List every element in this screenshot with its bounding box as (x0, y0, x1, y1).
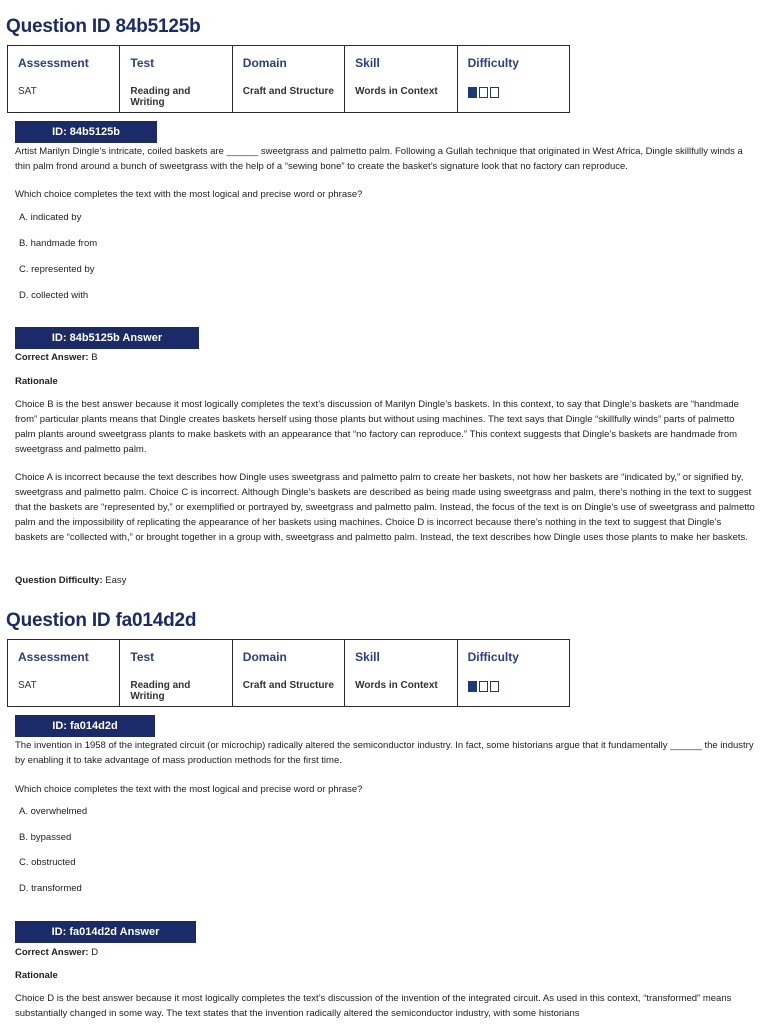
meta-cell-difficulty (457, 640, 569, 707)
question-title: Question ID fa014d2d (6, 610, 197, 631)
answer-id-bar: ID: fa014d2d Answer (15, 921, 196, 943)
meta-cell-domain (232, 640, 344, 707)
correct-answer-label: Correct Answer: (15, 352, 89, 363)
meta-value-test: Reading and Writing (130, 86, 191, 108)
difficulty-box (490, 681, 499, 692)
meta-header-difficulty: Difficulty (467, 56, 519, 70)
rationale-paragraph: Choice D is the best answer because it most logically completes the text’s discussion of the invention of the integrated circuit. As used in this context, “transformed” means substantially changed in some way. The text states that the invention radically altered the semiconductor industry, with some historians (15, 993, 732, 1019)
meta-header-skill: Skill (355, 650, 380, 664)
meta-header-assessment: Assessment (18, 56, 89, 70)
rationale-paragraph: Choice B is the best answer because it most logically completes the text’s discussion of Marilyn Dingle’s baskets. In this context, to say that Dingle’s baskets are “handmade from” particular plants means that Dingle creates baskets herself using those plants but without using machines. The text says that Dingle “skillfully winds” parts of palmetto palm plants around sweetgrass plants to make baskets with an appearance that “no factory can reproduce.” This context suggests that Dingle’s baskets are handmade from sweetgrass and palmetto palm. (15, 399, 739, 455)
rationale-heading (15, 376, 58, 387)
answer-option-c: C. represented by (19, 264, 95, 275)
meta-header-domain: Domain (242, 650, 287, 664)
question-passage: The invention in 1958 of the integrated circuit (or microchip) radically altered the semiconductor industry. In fact, some historians argue that it fundamentally ______ the industry by enabling it to take advantage of mass production methods for the first time. (15, 740, 754, 766)
meta-cell-assessment (8, 640, 120, 707)
rationale-paragraph: Choice A is incorrect because the text describes how Dingle uses sweetgrass and palmetto palm to create her baskets, not how her baskets are “indicated by,” or signified by, sweetgrass and palmetto palm. Choice C is incorrect. Although Dingle’s baskets are described as being made using sweetgrass and palm, there’s nothing in the text to suggest that the baskets are “represented by,” or exemplified or portrayed by, sweetgrass and palmetto palm. Instead, the focus of the text is on Dingle’s use of sweetgrass and palmetto palm and the impossibility of replicating the appearance of her baskets using machines. Choice D is incorrect because there’s nothing in the text to suggest that Dingle’s baskets are “collected with,” or brought together in a group with, sweetgrass and palmetto palm. Instead, the text describes how Dingle uses those plants to make her baskets. (15, 472, 755, 543)
question-prompt: Which choice completes the text with the most logical and precise word or phrase? (15, 189, 363, 200)
answer-option-d: D. transformed (19, 883, 82, 894)
meta-value-skill: Words in Context (355, 680, 438, 691)
question-title: Question ID 84b5125b (6, 16, 201, 37)
correct-answer (15, 947, 98, 958)
question-prompt: Which choice completes the text with the most logical and precise word or phrase? (15, 784, 363, 795)
meta-value-test: Reading and Writing (130, 680, 191, 702)
difficulty-indicator (468, 87, 559, 98)
difficulty-box (479, 87, 488, 98)
correct-answer-value: D (91, 947, 99, 958)
question-difficulty-label: Question Difficulty: (15, 575, 103, 586)
difficulty-box (468, 87, 477, 98)
question-difficulty (15, 575, 126, 586)
meta-header-test: Test (130, 650, 155, 664)
meta-cell-test (120, 640, 232, 707)
question-difficulty-value: Easy (105, 575, 127, 586)
meta-cell-assessment (8, 46, 120, 113)
meta-cell-difficulty (457, 46, 569, 113)
answer-option-d: D. collected with (19, 290, 89, 301)
meta-cell-skill (345, 640, 457, 707)
rationale-label: Rationale (15, 376, 58, 387)
meta-value-skill: Words in Context (355, 86, 438, 97)
answer-id-bar: ID: 84b5125b Answer (15, 327, 199, 349)
difficulty-box (479, 681, 488, 692)
meta-cell-domain (232, 46, 344, 113)
rationale-heading (15, 970, 58, 981)
meta-value-assessment: SAT (18, 86, 37, 97)
question-meta-table (7, 639, 570, 707)
correct-answer-value: B (91, 352, 98, 363)
answer-option-a: A. indicated by (19, 212, 82, 223)
meta-value-assessment: SAT (18, 680, 37, 691)
meta-header-difficulty: Difficulty (467, 650, 519, 664)
meta-cell-test (120, 46, 232, 113)
difficulty-box (490, 87, 499, 98)
meta-value-domain: Craft and Structure (242, 680, 334, 691)
question-id-bar: ID: fa014d2d (15, 715, 155, 737)
meta-header-domain: Domain (242, 56, 287, 70)
answer-option-a: A. overwhelmed (19, 806, 88, 817)
meta-header-skill: Skill (355, 56, 380, 70)
meta-value-domain: Craft and Structure (242, 86, 334, 97)
rationale-label: Rationale (15, 970, 58, 981)
answer-option-c: C. obstructed (19, 857, 76, 868)
meta-header-test: Test (130, 56, 155, 70)
correct-answer (15, 352, 98, 363)
meta-cell-skill (345, 46, 457, 113)
correct-answer-label: Correct Answer: (15, 947, 89, 958)
question-meta-table (7, 45, 570, 113)
difficulty-box (468, 681, 477, 692)
meta-header-assessment: Assessment (18, 650, 89, 664)
answer-option-b: B. handmade from (19, 238, 98, 249)
question-id-bar: ID: 84b5125b (15, 121, 157, 143)
difficulty-indicator (468, 681, 559, 692)
question-passage: Artist Marilyn Dingle’s intricate, coiled baskets are ______ sweetgrass and palmetto palm. Following a Gullah technique that originated in West Africa, Dingle skillfully winds a thin palm frond around a bunch of sweetgrass with the help of a “sewing bone” to create the basket’s signature look that no factory can reproduce. (15, 146, 743, 172)
answer-option-b: B. bypassed (19, 832, 72, 843)
